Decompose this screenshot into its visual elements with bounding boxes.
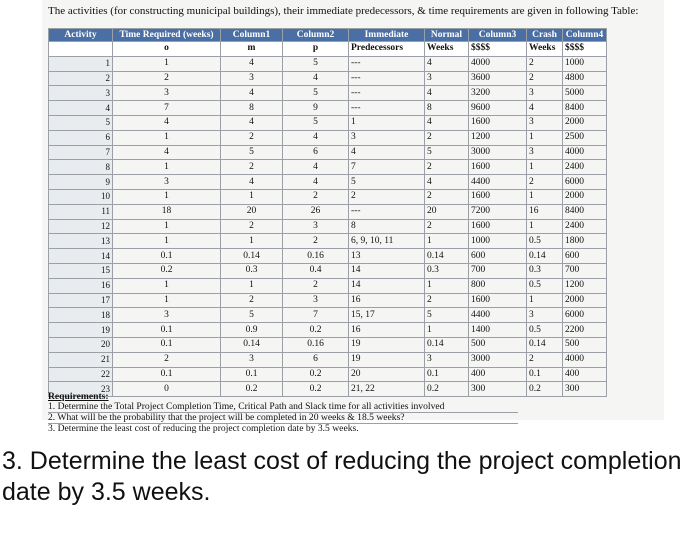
table-cell: 4 [221,56,283,71]
table-row [49,263,607,278]
table-cell: 2 [349,189,425,204]
table-cell: 4 [425,115,469,130]
table-row [49,249,607,264]
table-cell: 300 [563,382,607,397]
table-row [49,189,607,204]
table-cell: 2 [425,189,469,204]
table-cell: 0.1 [113,249,221,264]
table-cell: 4 [283,160,349,175]
table-cell: 7200 [469,204,527,219]
table-cell: 2400 [563,219,607,234]
table-cell: 15, 17 [349,308,425,323]
table-cell: 0.14 [527,337,563,352]
row-number-cell: 20 [49,337,113,352]
row-number-cell: 11 [49,204,113,219]
table-cell: 8 [221,101,283,116]
table-cell: 3600 [469,71,527,86]
table-cell: 3 [113,86,221,101]
header-column2: Column2 [283,29,349,42]
header-activity: Activity [49,29,113,42]
table-cell: 0.1 [113,367,221,382]
table-cell: 2 [221,160,283,175]
subheader-cell: $$$$ [563,42,607,57]
table-cell: 0.3 [425,263,469,278]
table-cell: 0.4 [283,263,349,278]
row-number-cell: 8 [49,160,113,175]
header-crash: Crash [527,29,563,42]
table-cell: 1800 [563,234,607,249]
row-number-cell: 12 [49,219,113,234]
table-cell: 0.1 [113,337,221,352]
table-cell: 0.5 [527,323,563,338]
table-cell: 19 [349,352,425,367]
row-number-cell: 15 [49,263,113,278]
row-number-cell: 18 [49,308,113,323]
table-cell: 0.14 [221,249,283,264]
table-cell: 4 [349,145,425,160]
table-row [49,337,607,352]
subheader-cell: Predecessors [349,42,425,57]
table-cell: 16 [349,293,425,308]
table-cell: 3 [527,115,563,130]
table-cell: 3200 [469,86,527,101]
table-cell: 600 [563,249,607,264]
table-cell: 20 [349,367,425,382]
header-column3: Column3 [469,29,527,42]
table-cell: 1 [113,278,221,293]
table-cell: 8400 [563,101,607,116]
table-cell: 2 [221,130,283,145]
table-cell: 14 [349,278,425,293]
subheader-cell: $$$$ [469,42,527,57]
table-cell: 5 [349,175,425,190]
table-cell: 4 [113,115,221,130]
table-cell: 1 [113,56,221,71]
row-number-cell: 1 [49,56,113,71]
table-row [49,160,607,175]
table-cell: 0.5 [527,278,563,293]
table-cell: 0.16 [283,249,349,264]
table-cell: 2 [283,234,349,249]
table-cell: 3 [283,219,349,234]
table-cell: 13 [349,249,425,264]
table-row [49,352,607,367]
row-number-cell: 7 [49,145,113,160]
table-row [49,293,607,308]
table-cell: 9600 [469,101,527,116]
row-number-cell: 14 [49,249,113,264]
row-number-cell: 4 [49,101,113,116]
table-cell: 3 [221,71,283,86]
table-cell: 0.2 [283,323,349,338]
table-cell: 14 [349,263,425,278]
row-number-cell: 9 [49,175,113,190]
table-cell: 2400 [563,160,607,175]
subheader-cell: o [113,42,221,57]
table-cell: 700 [563,263,607,278]
row-number-cell: 3 [49,86,113,101]
subheader-cell: p [283,42,349,57]
table-cell: --- [349,204,425,219]
table-cell: 500 [563,337,607,352]
table-cell: 4 [527,101,563,116]
table-cell: 18 [113,204,221,219]
table-cell: 0.9 [221,323,283,338]
table-cell: 4000 [469,56,527,71]
header-time-required: Time Required (weeks) [113,29,221,42]
table-cell: 1000 [563,56,607,71]
table-row [49,101,607,116]
table-cell: 400 [563,367,607,382]
table-cell: 2000 [563,189,607,204]
table-row [49,278,607,293]
table-row [49,234,607,249]
header-row [49,29,607,42]
table-cell: 2 [425,160,469,175]
table-cell: 1 [425,234,469,249]
table-cell: 1 [527,189,563,204]
table-cell: 1600 [469,219,527,234]
activity-table [48,28,607,397]
table-cell: 1 [113,189,221,204]
table-cell: 6 [283,352,349,367]
table-cell: 4800 [563,71,607,86]
table-cell: 400 [469,367,527,382]
table-row [49,71,607,86]
table-row [49,219,607,234]
table-row [49,145,607,160]
table-cell: 3 [221,352,283,367]
subheader-cell: m [221,42,283,57]
subheader-cell [49,42,113,57]
table-cell: 0.2 [283,367,349,382]
table-cell: 7 [113,101,221,116]
table-cell: 600 [469,249,527,264]
table-cell: 5000 [563,86,607,101]
table-cell: 0.14 [527,249,563,264]
table-cell: 0.1 [113,323,221,338]
table-cell: 26 [283,204,349,219]
table-cell: 5 [221,145,283,160]
table-cell: 5 [221,308,283,323]
header-normal: Normal [425,29,469,42]
table-cell: 3 [527,86,563,101]
table-cell: 4000 [563,145,607,160]
table-cell: 2 [283,189,349,204]
question-text: 3. Determine the least cost of reducing the project completion date by 3.5 weeks. [2,447,682,506]
table-cell: 4 [221,115,283,130]
table-cell: 4 [221,175,283,190]
table-cell: 1600 [469,189,527,204]
table-cell: 6000 [563,308,607,323]
table-cell: 1000 [469,234,527,249]
table-cell: 2 [113,352,221,367]
requirement-item: 1. Determine the Total Project Completion Time, Critical Path and Slack time for all activities involved [48,402,518,413]
table-row [49,86,607,101]
subheader-cell: Weeks [425,42,469,57]
table-cell: 0.1 [221,367,283,382]
table-cell: 5 [425,308,469,323]
table-cell: 0.2 [113,263,221,278]
table-cell: 2 [527,71,563,86]
table-cell: 1200 [469,130,527,145]
table-cell: 4000 [563,352,607,367]
table-cell: 2 [425,293,469,308]
row-number-cell: 6 [49,130,113,145]
table-row [49,308,607,323]
table-cell: 2200 [563,323,607,338]
table-cell: 2 [221,293,283,308]
table-cell: 0 [113,382,221,397]
table-cell: 19 [349,337,425,352]
table-cell: 1200 [563,278,607,293]
table-cell: 1 [113,160,221,175]
table-row [49,175,607,190]
table-cell: 2000 [563,293,607,308]
row-number-cell: 22 [49,367,113,382]
row-number-cell: 19 [49,323,113,338]
table-cell: 2 [527,352,563,367]
table-row [49,56,607,71]
table-cell: 0.3 [221,263,283,278]
row-number-cell: 21 [49,352,113,367]
requirement-item: 3. Determine the least cost of reducing the project completion date by 3.5 weeks. [48,423,359,434]
table-cell: 2 [221,219,283,234]
table-cell: 4 [425,86,469,101]
table-cell: 4 [221,86,283,101]
table-cell: 16 [527,204,563,219]
row-number-cell: 5 [49,115,113,130]
table-row [49,204,607,219]
subheader-row [49,42,607,57]
table-cell: 0.5 [527,234,563,249]
table-cell: 1 [221,278,283,293]
table-row [49,367,607,382]
table-cell: 3 [113,175,221,190]
row-number-cell: 10 [49,189,113,204]
table-cell: 6 [283,145,349,160]
table-cell: 0.14 [221,337,283,352]
table-cell: 3 [425,71,469,86]
table-cell: 8 [425,101,469,116]
table-cell: 800 [469,278,527,293]
table-cell: 7 [283,308,349,323]
table-cell: 8400 [563,204,607,219]
table-cell: 3 [527,308,563,323]
table-cell: 4 [283,71,349,86]
table-cell: 2 [425,130,469,145]
table-cell: --- [349,71,425,86]
table-cell: 1600 [469,293,527,308]
table-cell: 2 [113,71,221,86]
table-cell: 3 [113,308,221,323]
table-row [49,323,607,338]
table-cell: 9 [283,101,349,116]
header-column4: Column4 [563,29,607,42]
table-cell: 0.2 [221,382,283,397]
table-cell: 1600 [469,160,527,175]
table-cell: 7 [349,160,425,175]
table-cell: 4400 [469,308,527,323]
table-cell: 4 [283,175,349,190]
table-cell: --- [349,86,425,101]
table-cell: 1 [221,234,283,249]
table-cell: 21, 22 [349,382,425,397]
requirement-item: 2. What will be the probability that the project will be completed in 20 weeks & 18.5 weeks? [48,413,518,424]
table-cell: 1 [527,160,563,175]
table-cell: 0.3 [527,263,563,278]
table-cell: 6000 [563,175,607,190]
table-cell: 3 [425,352,469,367]
table-cell: 20 [425,204,469,219]
table-cell: 0.14 [425,337,469,352]
table-cell: 1 [113,293,221,308]
table-cell: 2500 [563,130,607,145]
table-row [49,130,607,145]
table-cell: 0.1 [425,367,469,382]
table-cell: 5 [283,86,349,101]
table-cell: 2 [283,278,349,293]
table-cell: 6, 9, 10, 11 [349,234,425,249]
table-title: The activities (for constructing municipal buildings), their immediate predecessors, & time requirements are given in following Table: [48,5,639,17]
table-cell: 20 [221,204,283,219]
table-cell: 16 [349,323,425,338]
table-cell: --- [349,101,425,116]
table-cell: 5 [425,145,469,160]
requirements-block [48,392,518,434]
subheader-cell: Weeks [527,42,563,57]
row-number-cell: 2 [49,71,113,86]
table-cell: 3 [527,145,563,160]
table-cell: 300 [469,382,527,397]
row-number-cell: 13 [49,234,113,249]
table-cell: 2 [425,219,469,234]
table-cell: 1400 [469,323,527,338]
table-cell: 0.2 [527,382,563,397]
table-cell: 2 [527,175,563,190]
table-cell: 1 [527,130,563,145]
table-cell: 1 [527,219,563,234]
table-cell: 3 [283,293,349,308]
table-cell: 2000 [563,115,607,130]
table-cell: 8 [349,219,425,234]
table-cell: 0.14 [425,249,469,264]
table-cell: 1600 [469,115,527,130]
table-cell: 4 [283,130,349,145]
header-immediate: Immediate [349,29,425,42]
requirements-heading: Requirements: [48,391,109,402]
table-cell: 4 [425,56,469,71]
table-cell: 4 [425,175,469,190]
table-cell: 1 [349,115,425,130]
table-cell: 0.1 [527,367,563,382]
table-cell: 3 [349,130,425,145]
table-cell: 3000 [469,352,527,367]
table-cell: 500 [469,337,527,352]
table-cell: 1 [113,130,221,145]
table-cell: 3000 [469,145,527,160]
header-column1: Column1 [221,29,283,42]
table-cell: 1 [221,189,283,204]
table-cell: 1 [113,234,221,249]
table-cell: 5 [283,56,349,71]
row-number-cell: 23 [49,382,113,397]
table-cell: 700 [469,263,527,278]
table-cell: 4400 [469,175,527,190]
table-row [49,115,607,130]
table-cell: 1 [113,219,221,234]
table-cell: 1 [527,293,563,308]
table-cell: 0.2 [283,382,349,397]
row-number-cell: 17 [49,293,113,308]
row-number-cell: 16 [49,278,113,293]
table-cell: 1 [425,278,469,293]
table-cell: --- [349,56,425,71]
table-cell: 4 [113,145,221,160]
table-cell: 5 [283,115,349,130]
table-body [49,42,607,397]
table-cell: 2 [527,56,563,71]
table-cell: 0.2 [425,382,469,397]
table-cell: 1 [425,323,469,338]
table-cell: 0.16 [283,337,349,352]
